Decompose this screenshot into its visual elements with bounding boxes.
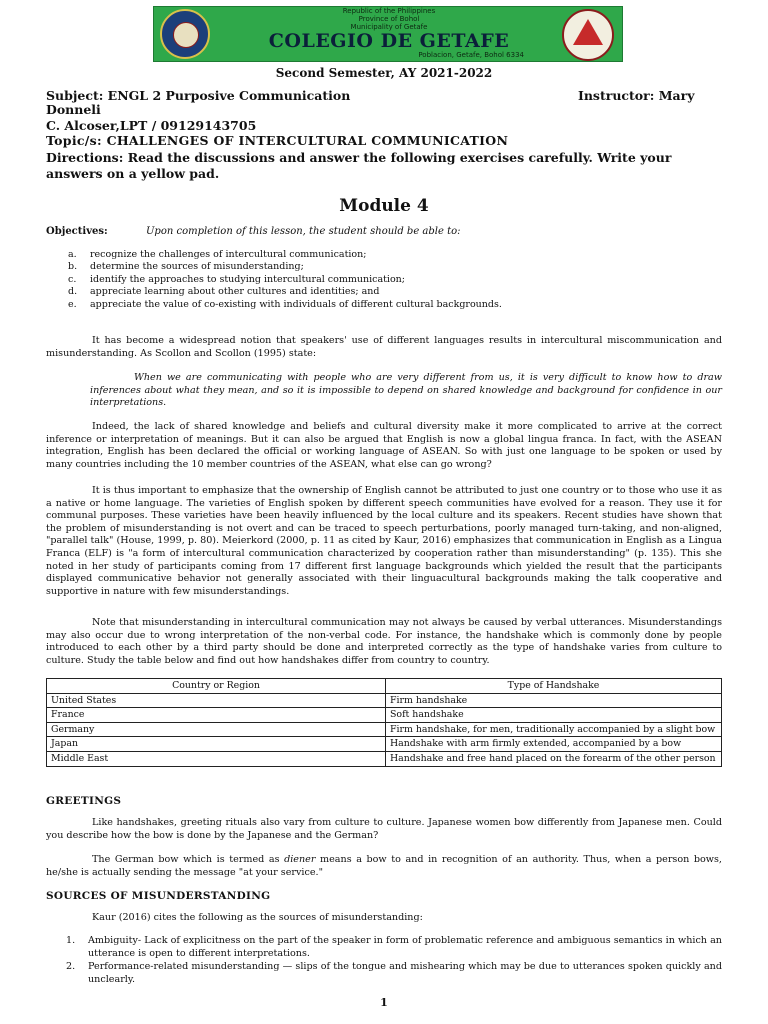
list-item: a. recognize the challenges of intercultural communication; xyxy=(68,249,367,260)
list-item: e. appreciate the value of co-existing with individuals of different cultural backgrounds. xyxy=(68,298,502,310)
greetings-heading: GREETINGS xyxy=(46,795,122,807)
block-quote: When we are communicating with people who are very different from us, it is very difficult to know how to draw inferences about what they mean, and so it is impossible to depend on shared knowledge and background for confidence in our interpretations. xyxy=(90,372,722,409)
subject-text: Subject: ENGL 2 Purposive Communication xyxy=(46,88,351,103)
seal-center xyxy=(173,22,199,48)
diener-term: diener xyxy=(284,854,316,865)
semester-line: Second Semester, AY 2021-2022 xyxy=(275,66,493,80)
banner-line-1: Republic of the Philippines xyxy=(342,7,436,15)
paragraph-1: It has become a widespread notion that speakers' use of different languages results in intercultural miscommunication and misunderstanding. As Scollon and Scollon (1995) state: xyxy=(46,335,722,359)
objectives-list xyxy=(68,249,502,311)
table-cell: Firm handshake, for men, traditionally accompanied by a slight bow xyxy=(386,722,722,737)
school-banner xyxy=(153,6,623,62)
table-row xyxy=(47,751,722,766)
paragraph-4: Note that misunderstanding in intercultural communication may not always be caused by verbal utterances. Misunderstandings may also occur due to wrong interpretation of the non-verbal code. For instance, the handshake which is commonly done by people introduced to each other by a third party should be done and interpreted correctly as the type of handshake varies from culture to culture. Study the table below and find out how handshakes differ from country to country. xyxy=(46,617,722,666)
column-header: Type of Handshake xyxy=(386,679,722,694)
paragraph-2: Indeed, the lack of shared knowledge and beliefs and cultural diversity make it more complicated to arrive at the correct inference or interpretation of meanings. But it can also be argued that English is now a global lingua franca. In fact, with the ASEAN integration, English has been declared the official or working language of ASEAN. So with just one language to be spoken or used by many countries including the 10 member countries of the ASEAN, what else can go wrong? xyxy=(46,421,722,470)
sources-list xyxy=(66,935,722,987)
table-header-row xyxy=(47,679,722,694)
table-cell: Firm handshake xyxy=(386,693,722,708)
sources-intro: Kaur (2016) cites the following as the sources of misunderstanding: xyxy=(92,912,423,923)
list-item: c. identify the approaches to studying intercultural communication; xyxy=(68,273,406,285)
greetings-paragraph-1: Like handshakes, greeting rituals also vary from culture to culture. Japanese women bow differently from Japanese men. Could you describe how the bow is done by the Japanese and the German? xyxy=(46,817,722,841)
table-cell: France xyxy=(47,708,386,723)
paragraph-3: It is thus important to emphasize that the ownership of English cannot be attributed to just one country or to those who use it as a native or home language. The varieties of English spoken by different speech communities have evolved for a reason. They use it for communal purposes. These varieties have been heavily influenced by the local culture and its speakers. Recent studies have shown that the problem of misunderstanding is not overt and can be traced to speech perturbations, poorly managed turn-taking, and non-aligned, "parallel talk" (House, 1999, p. 80). Meierkord (2000, p. 11 as cited by Kaur, 2016) emphasizes that communication in English as a Lingua Franca (ELF) is "a form of intercultural communication characterized by cooperation rather than misunderstanding" (p. 135). This she noted in her study of participants coming from 17 different first language backgrounds which yielded the result that the participants displayed communicative behavior not generally associated with their linguacultural backgrounds making the talk cooperative and supportive in nature with few misunderstandings. xyxy=(46,485,722,597)
table-cell: United States xyxy=(47,693,386,708)
sources-heading: SOURCES OF MISUNDERSTANDING xyxy=(46,890,271,902)
table-cell: Handshake with arm firmly extended, accompanied by a bow xyxy=(386,737,722,752)
banner-line-3: Municipality of Getafe xyxy=(350,23,428,31)
column-header: Country or Region xyxy=(47,679,386,694)
list-item: d. appreciate learning about other cultures and identities; and xyxy=(68,286,380,298)
page-number: 1 xyxy=(380,996,388,1009)
table-cell: Middle East xyxy=(47,751,386,766)
module-title: Module 4 xyxy=(339,196,429,216)
municipal-seal-icon xyxy=(160,9,210,59)
banner-text xyxy=(224,7,554,59)
objectives-intro: Upon completion of this lesson, the student should be able to: xyxy=(146,226,461,237)
instructor-contact: C. Alcoser,LPT / 09129143705 xyxy=(46,118,257,133)
list-item: b. determine the sources of misunderstanding; xyxy=(68,261,304,273)
table-cell: Handshake and free hand placed on the forearm of the other person xyxy=(386,751,722,766)
banner-line-2: Province of Bohol xyxy=(358,15,420,23)
handshake-table xyxy=(46,678,722,767)
table-row xyxy=(47,693,722,708)
instructor-continued: Donneli xyxy=(46,102,101,117)
topic-line: Topic/s: CHALLENGES OF INTERCULTURAL COMMUNICATION xyxy=(46,133,509,148)
list-item: 2. Performance-related misunderstanding — slips of the tongue and mishearing which may be due to utterances spoken quickly and unclearly. xyxy=(66,961,722,985)
seal-triangle xyxy=(573,19,603,45)
school-name: COLEGIO DE GETAFE xyxy=(268,30,510,52)
table-row xyxy=(47,737,722,752)
objectives-heading xyxy=(46,226,461,237)
list-item: 1. Ambiguity- Lack of explicitness on the part of the speaker in form of problematic reference and ambiguous semantics in which an utterance is open to different interpretations. xyxy=(66,935,722,959)
greetings-paragraph-2: The German bow which is termed as diener means a bow to and in recognition of an authority. Thus, when a person bows, he/she is actually sending the message "at your service." xyxy=(46,854,722,878)
table-cell: Soft handshake xyxy=(386,708,722,723)
table-row xyxy=(47,708,722,723)
instructor-label: Instructor: Mary xyxy=(578,88,695,103)
objectives-label: Objectives: xyxy=(46,226,108,237)
college-seal-icon xyxy=(562,9,614,61)
table-row xyxy=(47,722,722,737)
table-cell: Germany xyxy=(47,722,386,737)
directions-line: Directions: Read the discussions and answer the following exercises carefully. Write your answers on a yellow pad. xyxy=(46,150,672,181)
school-address: Poblacion, Getafe, Bohol 6334 xyxy=(418,51,524,59)
table-cell: Japan xyxy=(47,737,386,752)
